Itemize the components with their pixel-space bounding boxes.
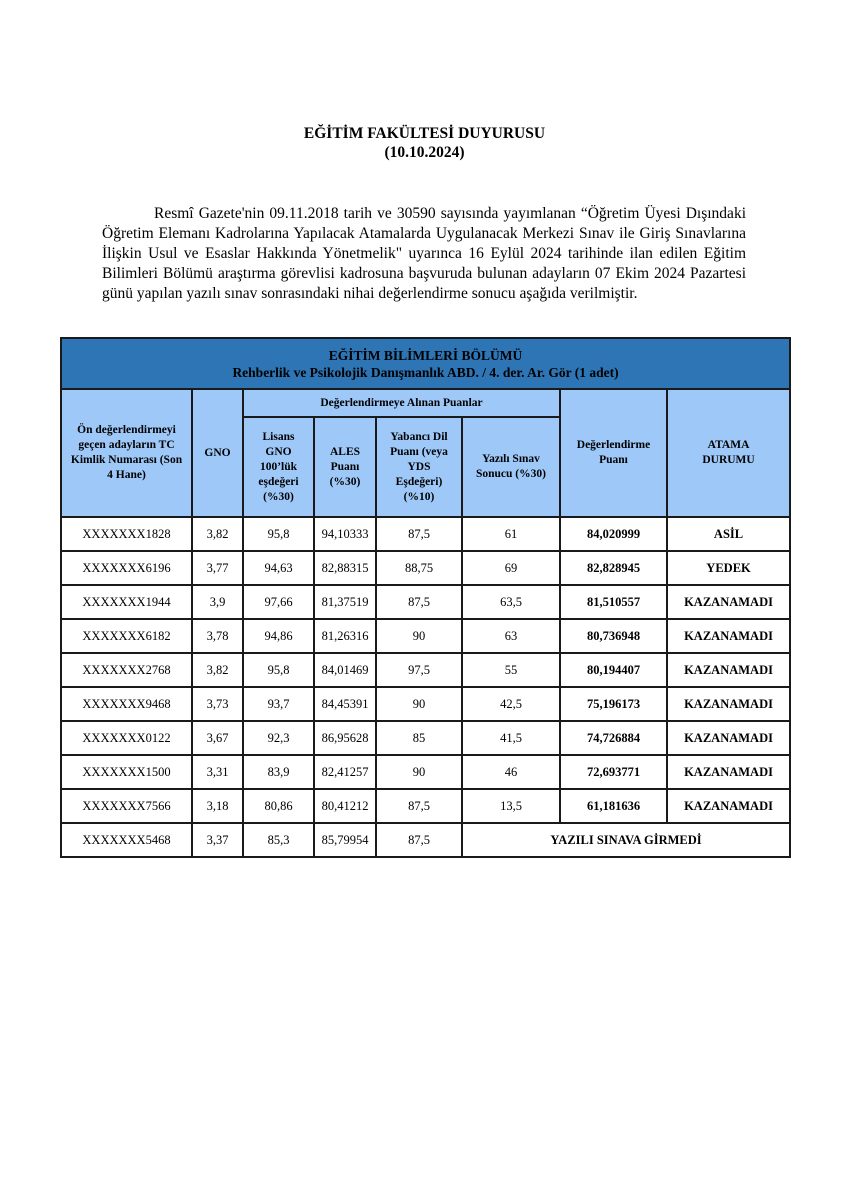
cell-foreign-language: 87,5	[376, 585, 462, 619]
cell-written-exam: 46	[462, 755, 560, 789]
cell-foreign-language: 97,5	[376, 653, 462, 687]
cell-gno: 3,77	[192, 551, 243, 585]
cell-id: XXXXXXX7566	[61, 789, 192, 823]
cell-ales: 85,79954	[314, 823, 376, 857]
cell-lisans: 93,7	[243, 687, 314, 721]
cell-gno: 3,73	[192, 687, 243, 721]
table-row	[61, 721, 790, 755]
cell-lisans: 80,86	[243, 789, 314, 823]
cell-assignment-status: ASİL	[667, 517, 790, 551]
table-row	[61, 755, 790, 789]
cell-id: XXXXXXX1944	[61, 585, 192, 619]
cell-ales: 80,41212	[314, 789, 376, 823]
cell-foreign-language: 87,5	[376, 823, 462, 857]
cell-written-exam: 63	[462, 619, 560, 653]
cell-evaluation-score: 80,736948	[560, 619, 667, 653]
cell-ales: 94,10333	[314, 517, 376, 551]
table-row	[61, 789, 790, 823]
header-evaluation-score: Değerlendirme Puanı	[560, 389, 667, 517]
cell-foreign-language: 87,5	[376, 789, 462, 823]
cell-ales: 84,45391	[314, 687, 376, 721]
table-row	[61, 823, 790, 857]
cell-ales: 82,41257	[314, 755, 376, 789]
cell-not-attended-note: YAZILI SINAVA GİRMEDİ	[462, 823, 790, 857]
cell-foreign-language: 90	[376, 755, 462, 789]
cell-written-exam: 69	[462, 551, 560, 585]
cell-lisans: 95,8	[243, 653, 314, 687]
title-date: (10.10.2024)	[384, 144, 465, 161]
cell-lisans: 94,63	[243, 551, 314, 585]
header-ales: ALES Puanı (%30)	[314, 417, 376, 517]
cell-evaluation-score: 75,196173	[560, 687, 667, 721]
cell-lisans: 83,9	[243, 755, 314, 789]
cell-evaluation-score: 72,693771	[560, 755, 667, 789]
cell-ales: 84,01469	[314, 653, 376, 687]
cell-assignment-status: KAZANAMADI	[667, 687, 790, 721]
cell-written-exam: 42,5	[462, 687, 560, 721]
cell-gno: 3,18	[192, 789, 243, 823]
cell-written-exam: 63,5	[462, 585, 560, 619]
cell-evaluation-score: 80,194407	[560, 653, 667, 687]
cell-id: XXXXXXX6182	[61, 619, 192, 653]
cell-evaluation-score: 74,726884	[560, 721, 667, 755]
announcement-title	[0, 124, 849, 162]
announcement-paragraph: Resmî Gazete'nin 09.11.2018 tarih ve 30590 sayısında yayımlanan “Öğretim Üyesi Dışındaki Öğretim Elemanı Kadrolarına Yapılacak Atamalarda Uygulanacak Merkezi Sınav ile Giriş Sınavlarına İlişkin Usul ve Esaslar Hakkında Yönetmelik" uyarınca 16 Eylül 2024 tarihinde ilan edilen Eğitim Bilimleri Bölümü araştırma görevlisi kadrosuna başvuruda bulunan adayların 07 Ekim 2024 Pazartesi günü yapılan yazılı sınav sonrasındaki nihai değerlendirme sonucu aşağıda verilmiştir.	[102, 205, 746, 302]
cell-evaluation-score: 81,510557	[560, 585, 667, 619]
cell-ales: 86,95628	[314, 721, 376, 755]
table-row	[61, 619, 790, 653]
table-row	[61, 517, 790, 551]
department-band	[61, 338, 790, 389]
header-foreign-language: Yabancı Dil Puanı (veya YDS Eşdeğeri) (%10)	[376, 417, 462, 517]
header-assignment-status: ATAMA DURUMU	[667, 389, 790, 517]
cell-lisans: 97,66	[243, 585, 314, 619]
header-lisans: Lisans GNO 100’lük eşdeğeri (%30)	[243, 417, 314, 517]
department-name: EĞİTİM BİLİMLERİ BÖLÜMÜ	[328, 347, 523, 363]
cell-assignment-status: KAZANAMADI	[667, 585, 790, 619]
cell-written-exam: 55	[462, 653, 560, 687]
cell-written-exam: 13,5	[462, 789, 560, 823]
cell-id: XXXXXXX1828	[61, 517, 192, 551]
cell-evaluation-score: 84,020999	[560, 517, 667, 551]
table-row	[61, 551, 790, 585]
cell-id: XXXXXXX1500	[61, 755, 192, 789]
cell-gno: 3,82	[192, 653, 243, 687]
cell-lisans: 85,3	[243, 823, 314, 857]
cell-written-exam: 61	[462, 517, 560, 551]
cell-id: XXXXXXX0122	[61, 721, 192, 755]
cell-id: XXXXXXX2768	[61, 653, 192, 687]
cell-evaluation-score: 82,828945	[560, 551, 667, 585]
table-row	[61, 687, 790, 721]
title-line-1: EĞİTİM FAKÜLTESİ DUYURUSU	[303, 125, 546, 142]
cell-gno: 3,9	[192, 585, 243, 619]
cell-gno: 3,31	[192, 755, 243, 789]
cell-id: XXXXXXX5468	[61, 823, 192, 857]
header-written-exam: Yazılı Sınav Sonucu (%30)	[462, 417, 560, 517]
table-row	[61, 585, 790, 619]
cell-foreign-language: 87,5	[376, 517, 462, 551]
position-description: Rehberlik ve Psikolojik Danışmanlık ABD. / 4. der. Ar. Gör (1 adet)	[232, 364, 619, 380]
header-gno: GNO	[192, 389, 243, 517]
cell-assignment-status: KAZANAMADI	[667, 789, 790, 823]
cell-lisans: 94,86	[243, 619, 314, 653]
cell-lisans: 92,3	[243, 721, 314, 755]
cell-assignment-status: KAZANAMADI	[667, 755, 790, 789]
cell-assignment-status: KAZANAMADI	[667, 619, 790, 653]
table-row	[61, 653, 790, 687]
results-table	[60, 337, 791, 858]
cell-gno: 3,37	[192, 823, 243, 857]
cell-gno: 3,78	[192, 619, 243, 653]
cell-id: XXXXXXX9468	[61, 687, 192, 721]
cell-assignment-status: KAZANAMADI	[667, 653, 790, 687]
cell-lisans: 95,8	[243, 517, 314, 551]
cell-assignment-status: YEDEK	[667, 551, 790, 585]
cell-evaluation-score: 61,181636	[560, 789, 667, 823]
cell-ales: 81,26316	[314, 619, 376, 653]
cell-gno: 3,82	[192, 517, 243, 551]
header-id: Ön değerlendirmeyi geçen adayların TC Kimlik Numarası (Son 4 Hane)	[61, 389, 192, 517]
cell-assignment-status: KAZANAMADI	[667, 721, 790, 755]
header-scores-group: Değerlendirmeye Alınan Puanlar	[243, 389, 560, 417]
cell-foreign-language: 88,75	[376, 551, 462, 585]
cell-gno: 3,67	[192, 721, 243, 755]
cell-foreign-language: 85	[376, 721, 462, 755]
cell-foreign-language: 90	[376, 619, 462, 653]
cell-ales: 82,88315	[314, 551, 376, 585]
cell-foreign-language: 90	[376, 687, 462, 721]
cell-ales: 81,37519	[314, 585, 376, 619]
cell-id: XXXXXXX6196	[61, 551, 192, 585]
cell-written-exam: 41,5	[462, 721, 560, 755]
